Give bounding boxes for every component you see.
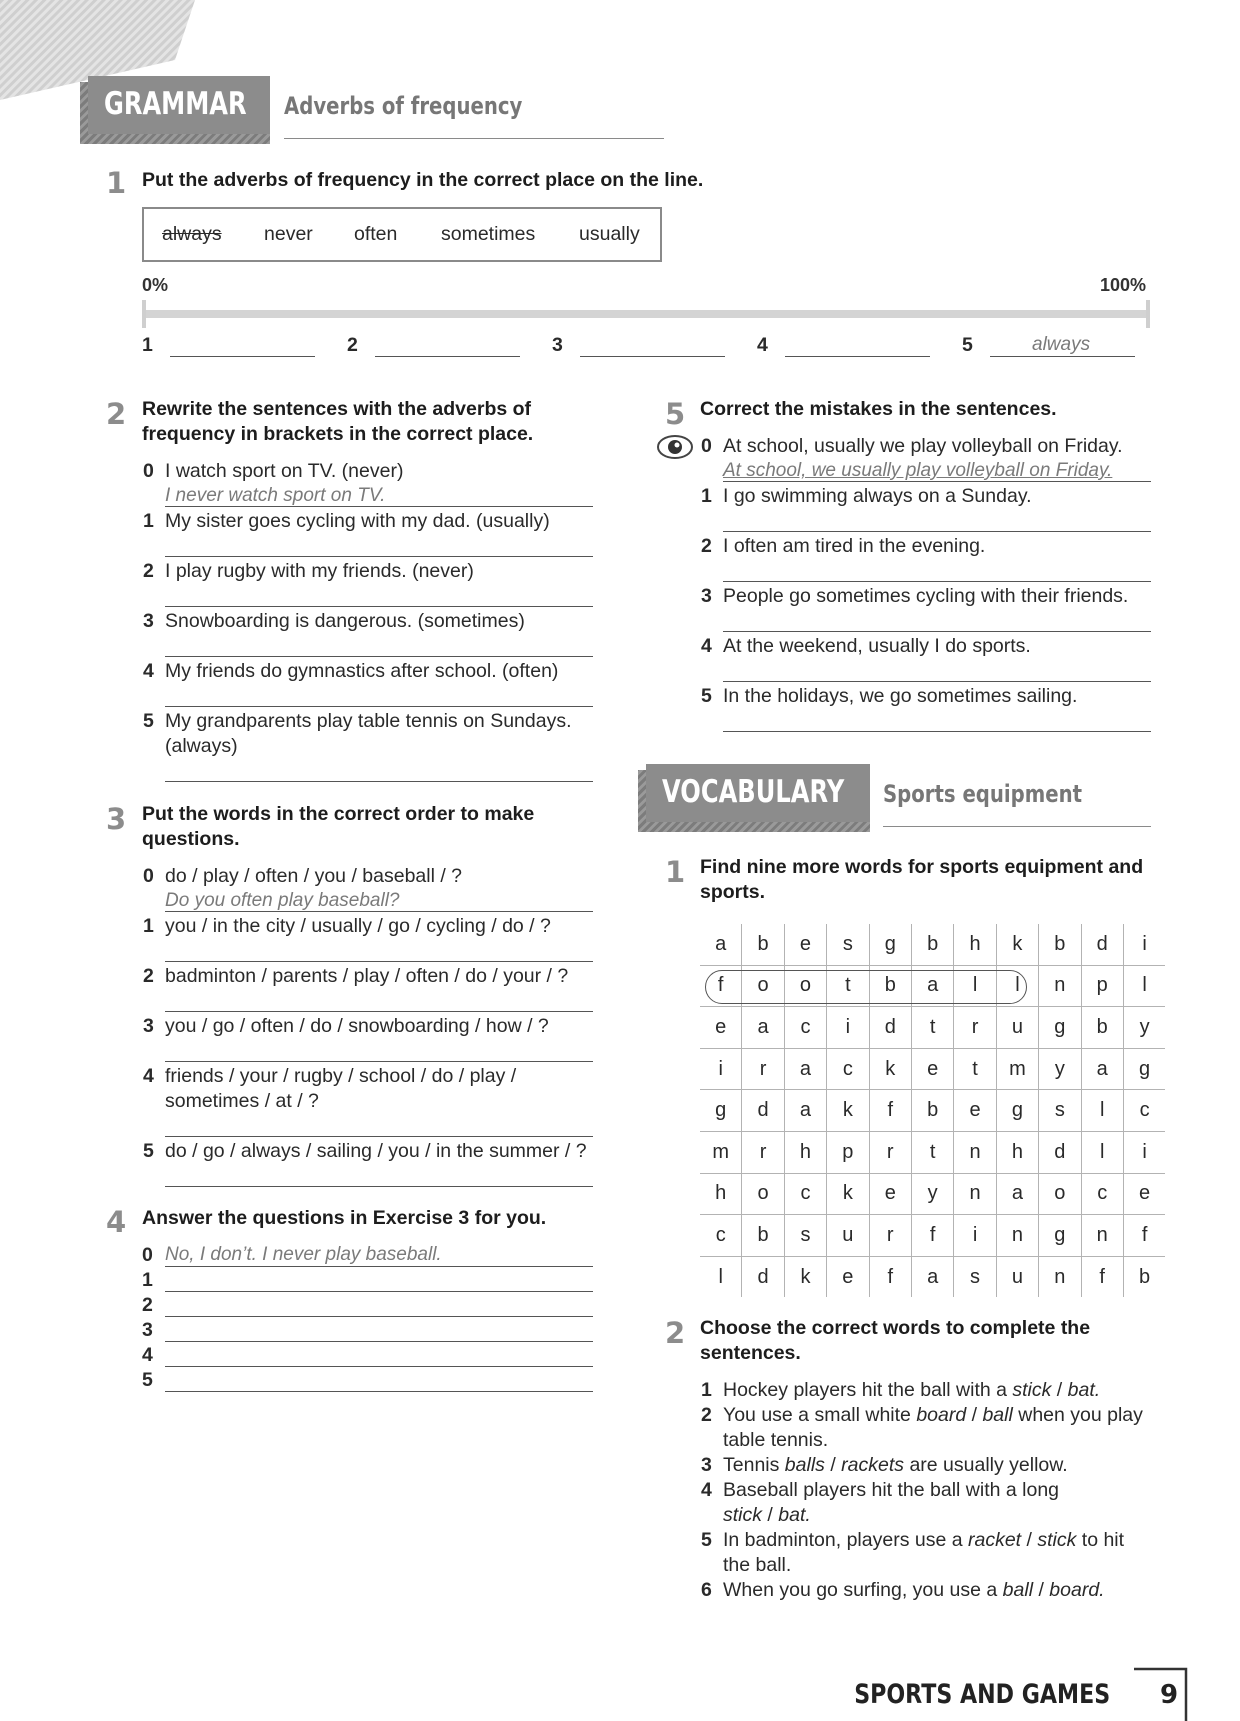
grid-letter[interactable]: c: [700, 1215, 742, 1257]
grid-letter[interactable]: o: [1039, 1173, 1081, 1215]
grid-letter[interactable]: g: [1039, 1007, 1081, 1049]
exercise-number: 2: [106, 397, 127, 431]
exercise-number: 1: [106, 166, 127, 200]
grid-letter[interactable]: i: [954, 1215, 996, 1257]
list-item: 1 I go swimming always on a Sunday.: [701, 485, 1032, 507]
grid-row: [700, 1215, 1165, 1257]
grid-letter[interactable]: g: [1123, 1048, 1165, 1090]
list-item-continued: stick / bat.: [723, 1504, 811, 1526]
answer-line[interactable]: [165, 706, 593, 707]
answer-line[interactable]: [165, 556, 593, 557]
grid-letter[interactable]: f: [869, 1090, 911, 1132]
grid-letter[interactable]: k: [827, 1173, 869, 1215]
grid-letter[interactable]: u: [996, 1007, 1038, 1049]
answer-line[interactable]: [165, 506, 593, 507]
word-box-item: usually: [579, 223, 640, 245]
grid-letter[interactable]: d: [742, 1090, 784, 1132]
grid-letter[interactable]: b: [911, 1090, 953, 1132]
answer-line[interactable]: [165, 1186, 593, 1187]
grid-letter[interactable]: u: [827, 1215, 869, 1257]
grid-letter[interactable]: a: [911, 1256, 953, 1297]
grid-letter[interactable]: k: [784, 1256, 826, 1297]
grid-letter[interactable]: o: [742, 1173, 784, 1215]
grid-letter[interactable]: i: [827, 1007, 869, 1049]
list-item: 6 When you go surfing, you use a ball / board.: [701, 1579, 1105, 1601]
grid-letter[interactable]: f: [1081, 1256, 1123, 1297]
exercise-instruction: Put the adverbs of frequency in the correct place on the line.: [142, 169, 704, 191]
grid-letter[interactable]: n: [1039, 965, 1081, 1007]
grid-letter[interactable]: l: [954, 965, 996, 1007]
grid-letter[interactable]: a: [742, 1007, 784, 1049]
vocabulary-subtitle: Sports equipment: [883, 780, 1083, 808]
item-number: 5: [142, 1369, 153, 1391]
list-item: 5 My grandparents play table tennis on Sundays.: [143, 710, 572, 732]
list-item-continued: the ball.: [723, 1554, 792, 1576]
grid-letter[interactable]: b: [1123, 1256, 1165, 1297]
grammar-subtitle: Adverbs of frequency: [284, 92, 523, 120]
grid-letter[interactable]: g: [996, 1090, 1038, 1132]
grid-letter[interactable]: y: [1039, 1048, 1081, 1090]
grid-letter[interactable]: h: [954, 924, 996, 965]
grid-letter[interactable]: h: [700, 1173, 742, 1215]
slot-number: 4: [757, 334, 768, 356]
grid-letter[interactable]: b: [1039, 924, 1081, 965]
grid-letter[interactable]: c: [1081, 1173, 1123, 1215]
grid-letter[interactable]: d: [1039, 1131, 1081, 1173]
list-item: 0 At school, usually we play volleyball on Friday.: [701, 435, 1123, 457]
exercise-number: 3: [106, 802, 127, 836]
list-item: 2 I play rugby with my friends. (never): [143, 560, 474, 582]
grid-letter[interactable]: o: [742, 965, 784, 1007]
grid-letter[interactable]: f: [700, 965, 742, 1007]
exercise-number: 1: [665, 855, 686, 889]
grid-letter[interactable]: n: [1039, 1256, 1081, 1297]
slot-number: 5: [962, 334, 973, 356]
grid-letter[interactable]: n: [954, 1173, 996, 1215]
list-item: 2 You use a small white board / ball when you play: [701, 1404, 1143, 1426]
grid-letter[interactable]: a: [784, 1048, 826, 1090]
grid-letter[interactable]: r: [869, 1131, 911, 1173]
grid-letter[interactable]: n: [996, 1215, 1038, 1257]
example-answer: I never watch sport on TV.: [165, 485, 386, 506]
grid-row: [700, 1048, 1165, 1090]
grid-letter[interactable]: d: [1081, 924, 1123, 965]
example-answer: At school, we usually play volleyball on Friday.: [723, 460, 1113, 481]
list-item: 1 Hockey players hit the ball with a stick / bat.: [701, 1379, 1101, 1401]
eye-icon: [656, 434, 694, 460]
exercise-instruction: Answer the questions in Exercise 3 for you.: [142, 1207, 547, 1229]
grid-letter[interactable]: r: [954, 1007, 996, 1049]
grid-row: [700, 924, 1165, 965]
list-item: 0 do / play / often / you / baseball / ?: [143, 865, 463, 887]
answer-line[interactable]: [375, 356, 520, 357]
frequency-scale-bar: [142, 310, 1150, 318]
list-item: 2 badminton / parents / play / often / do / your / ?: [143, 965, 569, 987]
list-item: 3 you / go / often / do / snowboarding / how / ?: [143, 1015, 549, 1037]
grammar-subtitle-underline: [284, 138, 664, 139]
grid-row: [700, 1256, 1165, 1297]
answer-line[interactable]: [165, 1061, 593, 1062]
answer-line[interactable]: [165, 961, 593, 962]
grid-letter[interactable]: y: [1123, 1007, 1165, 1049]
item-number: 0: [142, 1244, 153, 1266]
answer-line[interactable]: [165, 1366, 593, 1367]
answer-line[interactable]: [580, 356, 725, 357]
example-answer: always: [1032, 334, 1091, 355]
grid-letter[interactable]: p: [827, 1131, 869, 1173]
answer-line[interactable]: [165, 1341, 593, 1342]
grid-letter[interactable]: e: [1123, 1173, 1165, 1215]
grid-letter[interactable]: f: [911, 1215, 953, 1257]
grid-letter[interactable]: l: [1123, 965, 1165, 1007]
list-item: 3 Tennis balls / rackets are usually yellow.: [701, 1454, 1068, 1476]
word-box-item: never: [264, 223, 313, 245]
grid-letter[interactable]: h: [784, 1131, 826, 1173]
exercise-instruction: Choose the correct words to complete the sentences.: [700, 1317, 1091, 1364]
item-number: 2: [142, 1294, 153, 1316]
list-item: 1 you / in the city / usually / go / cycling / do / ?: [143, 915, 551, 937]
grid-letter[interactable]: e: [700, 1007, 742, 1049]
answer-line[interactable]: [785, 356, 930, 357]
answer-line[interactable]: [723, 731, 1151, 732]
grid-letter[interactable]: c: [1123, 1090, 1165, 1132]
answer-line[interactable]: [165, 781, 593, 782]
grid-letter[interactable]: f: [1123, 1215, 1165, 1257]
list-item: 0 I watch sport on TV. (never): [143, 460, 404, 482]
exercise-number: 4: [106, 1205, 127, 1239]
example-answer: Do you often play baseball?: [165, 890, 400, 911]
grid-letter[interactable]: l: [996, 965, 1038, 1007]
page-number: 9: [1160, 1680, 1179, 1710]
grid-letter[interactable]: m: [996, 1048, 1038, 1090]
grid-letter[interactable]: s: [827, 924, 869, 965]
exercise-instruction: Rewrite the sentences with the adverbs of frequency in brackets in the correct place.: [142, 398, 534, 445]
grid-letter[interactable]: a: [1081, 1048, 1123, 1090]
grid-letter[interactable]: b: [1081, 1007, 1123, 1049]
grid-letter[interactable]: a: [784, 1090, 826, 1132]
grid-letter[interactable]: i: [1123, 1131, 1165, 1173]
grid-letter[interactable]: s: [1039, 1090, 1081, 1132]
grid-letter[interactable]: a: [996, 1173, 1038, 1215]
grammar-banner: [88, 76, 270, 134]
grid-letter[interactable]: k: [827, 1090, 869, 1132]
scale-end-label: 100%: [1100, 275, 1147, 295]
answer-line[interactable]: [723, 531, 1151, 532]
item-number: 1: [142, 1269, 153, 1291]
word-box-item: sometimes: [441, 223, 536, 245]
grid-letter[interactable]: c: [784, 1007, 826, 1049]
list-item: 4 My friends do gymnastics after school. (often): [143, 660, 559, 682]
exercise-instruction: Put the words in the correct order to make questions.: [142, 803, 535, 850]
answer-line[interactable]: [165, 1136, 593, 1137]
grid-letter[interactable]: e: [869, 1173, 911, 1215]
grid-letter[interactable]: p: [1081, 965, 1123, 1007]
answer-line[interactable]: [723, 681, 1151, 682]
grid-letter[interactable]: k: [996, 924, 1038, 965]
list-item: 4 friends / your / rugby / school / do / play /: [143, 1065, 517, 1087]
grid-letter[interactable]: r: [869, 1215, 911, 1257]
answer-line[interactable]: [170, 356, 315, 357]
vocabulary-subtitle-underline: [883, 826, 1151, 827]
grid-letter[interactable]: b: [911, 924, 953, 965]
example-word-circle: [705, 970, 1027, 1004]
grid-letter[interactable]: i: [1123, 924, 1165, 965]
slot-number: 3: [552, 334, 563, 356]
grid-letter[interactable]: o: [784, 965, 826, 1007]
grid-row: [700, 1131, 1165, 1173]
grid-row: [700, 1090, 1165, 1132]
scale-end-tick: [142, 300, 146, 328]
list-item: 2 I often am tired in the evening.: [701, 535, 986, 557]
answer-line[interactable]: [165, 1291, 593, 1292]
grid-letter[interactable]: s: [954, 1256, 996, 1297]
grid-letter[interactable]: n: [1081, 1215, 1123, 1257]
grid-letter[interactable]: e: [784, 924, 826, 965]
grid-letter[interactable]: h: [996, 1131, 1038, 1173]
grid-letter[interactable]: b: [742, 924, 784, 965]
grid-letter[interactable]: k: [869, 1048, 911, 1090]
example-answer: No, I don’t. I never play baseball.: [165, 1244, 442, 1265]
grid-letter[interactable]: y: [911, 1173, 953, 1215]
grammar-banner-label: GRAMMAR: [104, 86, 247, 122]
answer-line[interactable]: [723, 581, 1151, 582]
grid-letter[interactable]: t: [827, 965, 869, 1007]
list-item-continued: table tennis.: [723, 1429, 829, 1451]
grid-letter[interactable]: a: [911, 965, 953, 1007]
list-item: 1 My sister goes cycling with my dad. (usually): [143, 510, 550, 532]
grid-letter[interactable]: e: [954, 1090, 996, 1132]
list-item: 5 In badminton, players use a racket / stick to hit: [701, 1529, 1125, 1551]
slot-number: 2: [347, 334, 358, 356]
grid-letter[interactable]: b: [742, 1215, 784, 1257]
list-item: 4 At the weekend, usually I do sports.: [701, 635, 1031, 657]
grid-letter[interactable]: r: [742, 1131, 784, 1173]
list-item: 4 Baseball players hit the ball with a long: [701, 1479, 1060, 1501]
grid-letter[interactable]: n: [954, 1131, 996, 1173]
answer-line[interactable]: [723, 631, 1151, 632]
grid-letter[interactable]: c: [784, 1173, 826, 1215]
grid-letter[interactable]: d: [869, 1007, 911, 1049]
footer-unit-title: SPORTS AND GAMES: [854, 1679, 1110, 1710]
exercise-instruction: Correct the mistakes in the sentences.: [700, 398, 1057, 420]
item-number: 4: [142, 1344, 153, 1366]
grid-letter[interactable]: t: [911, 1007, 953, 1049]
scale-end-tick: [1146, 300, 1150, 328]
list-item: 5 do / go / always / sailing / you / in the summer / ?: [143, 1140, 587, 1162]
grid-letter[interactable]: f: [869, 1256, 911, 1297]
exercise-instruction: Find nine more words for sports equipment and sports.: [700, 856, 1144, 903]
grid-letter[interactable]: a: [715, 932, 727, 955]
answer-line[interactable]: [165, 1316, 593, 1317]
grid-letter[interactable]: l: [700, 1256, 742, 1297]
grid-letter[interactable]: g: [869, 924, 911, 965]
grid-letter[interactable]: c: [827, 1048, 869, 1090]
grid-row: [700, 1007, 1165, 1049]
grid-letter[interactable]: t: [954, 1048, 996, 1090]
grid-letter[interactable]: b: [869, 965, 911, 1007]
word-box-item: always: [162, 223, 222, 245]
answer-line[interactable]: [165, 1011, 593, 1012]
grid-letter[interactable]: d: [742, 1256, 784, 1297]
answer-line[interactable]: [165, 911, 593, 912]
scale-start-label: 0%: [142, 275, 169, 295]
grid-letter[interactable]: t: [911, 1131, 953, 1173]
list-item: 3 Snowboarding is dangerous. (sometimes): [143, 610, 525, 632]
grid-letter[interactable]: e: [827, 1256, 869, 1297]
grid-letter[interactable]: s: [784, 1215, 826, 1257]
item-number: 3: [142, 1319, 153, 1341]
exercise-number: 2: [665, 1316, 686, 1350]
vocabulary-banner-label: VOCABULARY: [662, 774, 845, 810]
grid-letter[interactable]: i: [700, 1048, 742, 1090]
grid-letter[interactable]: l: [1081, 1090, 1123, 1132]
grid-letter[interactable]: m: [700, 1131, 742, 1173]
list-item: 3 People go sometimes cycling with their friends.: [701, 585, 1129, 607]
answer-line[interactable]: [165, 606, 593, 607]
grid-letter[interactable]: g: [1039, 1215, 1081, 1257]
list-item-continued: sometimes / at / ?: [165, 1090, 319, 1112]
grid-letter[interactable]: r: [742, 1048, 784, 1090]
list-item-continued: (always): [165, 735, 238, 757]
list-item: 5 In the holidays, we go sometimes sailing.: [701, 685, 1078, 707]
grid-letter[interactable]: e: [911, 1048, 953, 1090]
word-box: [142, 207, 662, 262]
word-box-item: often: [354, 223, 398, 245]
exercise-number: 5: [665, 397, 686, 431]
slot-number: 1: [142, 334, 153, 356]
grid-letter[interactable]: g: [700, 1090, 742, 1132]
grid-letter[interactable]: u: [996, 1256, 1038, 1297]
answer-line[interactable]: [165, 1391, 593, 1392]
answer-line[interactable]: [165, 656, 593, 657]
grid-row: [700, 1173, 1165, 1215]
grid-letter[interactable]: l: [1081, 1131, 1123, 1173]
answer-line[interactable]: [165, 1266, 593, 1267]
answer-line[interactable]: [723, 481, 1151, 482]
vocabulary-banner: [646, 764, 870, 822]
